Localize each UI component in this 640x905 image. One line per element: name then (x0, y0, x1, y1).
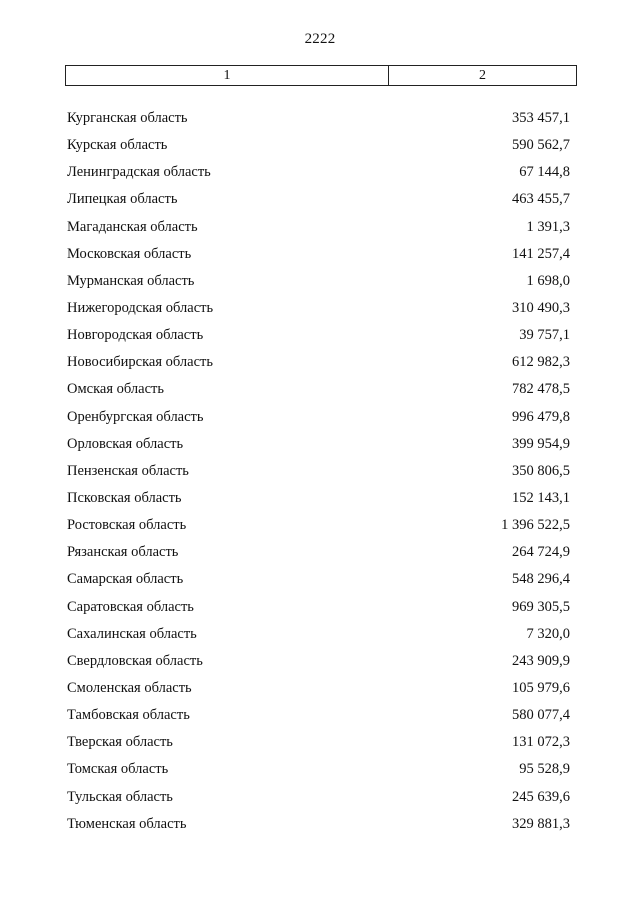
region-name: Рязанская область (67, 544, 179, 561)
table-row (0, 787, 640, 814)
region-amount: 7 320,0 (526, 625, 570, 642)
table-row (0, 189, 640, 216)
region-name: Новосибирская область (67, 354, 213, 371)
region-amount: 152 143,1 (512, 489, 570, 506)
region-amount: 399 954,9 (512, 435, 570, 452)
region-amount: 1 396 522,5 (501, 517, 570, 534)
region-name: Томская область (67, 761, 169, 778)
table-row (0, 407, 640, 434)
column-header-table (65, 65, 577, 86)
table-row (0, 542, 640, 569)
region-amount: 243 909,9 (512, 652, 570, 669)
region-amount: 1 698,0 (526, 272, 570, 289)
region-name: Ленинградская область (67, 164, 211, 181)
region-amount: 1 391,3 (526, 218, 570, 235)
region-amount: 782 478,5 (512, 381, 570, 398)
table-row (0, 651, 640, 678)
column-header-1: 1 (66, 66, 389, 86)
region-name: Новгородская область (67, 327, 204, 344)
region-amount: 996 479,8 (512, 408, 570, 425)
region-name: Саратовская область (67, 598, 194, 615)
region-amount: 463 455,7 (512, 191, 570, 208)
region-name: Тульская область (67, 788, 173, 805)
table-row (0, 488, 640, 515)
region-name: Ростовская область (67, 517, 187, 534)
table-row (0, 298, 640, 325)
region-amount: 310 490,3 (512, 299, 570, 316)
region-name: Орловская область (67, 435, 184, 452)
page-number: 2222 (304, 31, 336, 47)
region-amount: 67 144,8 (519, 164, 570, 181)
region-name: Нижегородская область (67, 299, 214, 316)
region-name: Тверская область (67, 734, 173, 751)
region-amount: 39 757,1 (519, 327, 570, 344)
region-amount: 612 982,3 (512, 354, 570, 371)
table-row (0, 135, 640, 162)
region-name: Курганская область (67, 110, 188, 126)
table-row (0, 108, 640, 135)
region-name: Курская область (67, 137, 168, 154)
table-row (0, 379, 640, 406)
table-row (0, 705, 640, 732)
region-amount: 264 724,9 (512, 544, 570, 561)
table-row (0, 271, 640, 298)
table-row (0, 325, 640, 352)
region-name: Мурманская область (67, 272, 195, 289)
region-name: Пензенская область (67, 462, 189, 479)
table-row (0, 434, 640, 461)
table-row (0, 352, 640, 379)
region-amount: 548 296,4 (512, 571, 570, 588)
region-name: Псковская область (67, 489, 182, 506)
region-name: Тюменская область (67, 815, 187, 832)
region-amount: 95 528,9 (519, 761, 570, 778)
region-list (0, 108, 640, 841)
region-name: Свердловская область (67, 652, 203, 669)
region-amount: 105 979,6 (512, 679, 570, 696)
table-row (0, 624, 640, 651)
table-row (0, 515, 640, 542)
table-row (0, 162, 640, 189)
region-amount: 350 806,5 (512, 462, 570, 479)
region-amount: 245 639,6 (512, 788, 570, 805)
region-name: Сахалинская область (67, 625, 197, 642)
table-row (0, 244, 640, 271)
region-amount: 590 562,7 (512, 137, 570, 154)
table-row (0, 814, 640, 841)
table-row (0, 569, 640, 596)
region-amount: 580 077,4 (512, 707, 570, 724)
region-name: Омская область (67, 381, 164, 398)
column-header-2: 2 (389, 66, 577, 86)
region-name: Самарская область (67, 571, 184, 588)
region-amount: 329 881,3 (512, 815, 570, 832)
region-name: Смоленская область (67, 679, 192, 696)
region-amount: 131 072,3 (512, 734, 570, 751)
region-name: Магаданская область (67, 218, 198, 235)
region-name: Оренбургская область (67, 408, 204, 425)
table-row (0, 461, 640, 488)
table-row (0, 678, 640, 705)
region-amount: 353 457,1 (512, 110, 570, 126)
region-amount: 141 257,4 (512, 245, 570, 262)
region-name: Московская область (67, 245, 192, 262)
region-amount: 969 305,5 (512, 598, 570, 615)
table-row (0, 217, 640, 244)
table-row (0, 732, 640, 759)
region-name: Липецкая область (67, 191, 178, 208)
table-row (0, 759, 640, 786)
table-row (0, 597, 640, 624)
column-header-row (66, 66, 577, 86)
region-name: Тамбовская область (67, 707, 190, 724)
